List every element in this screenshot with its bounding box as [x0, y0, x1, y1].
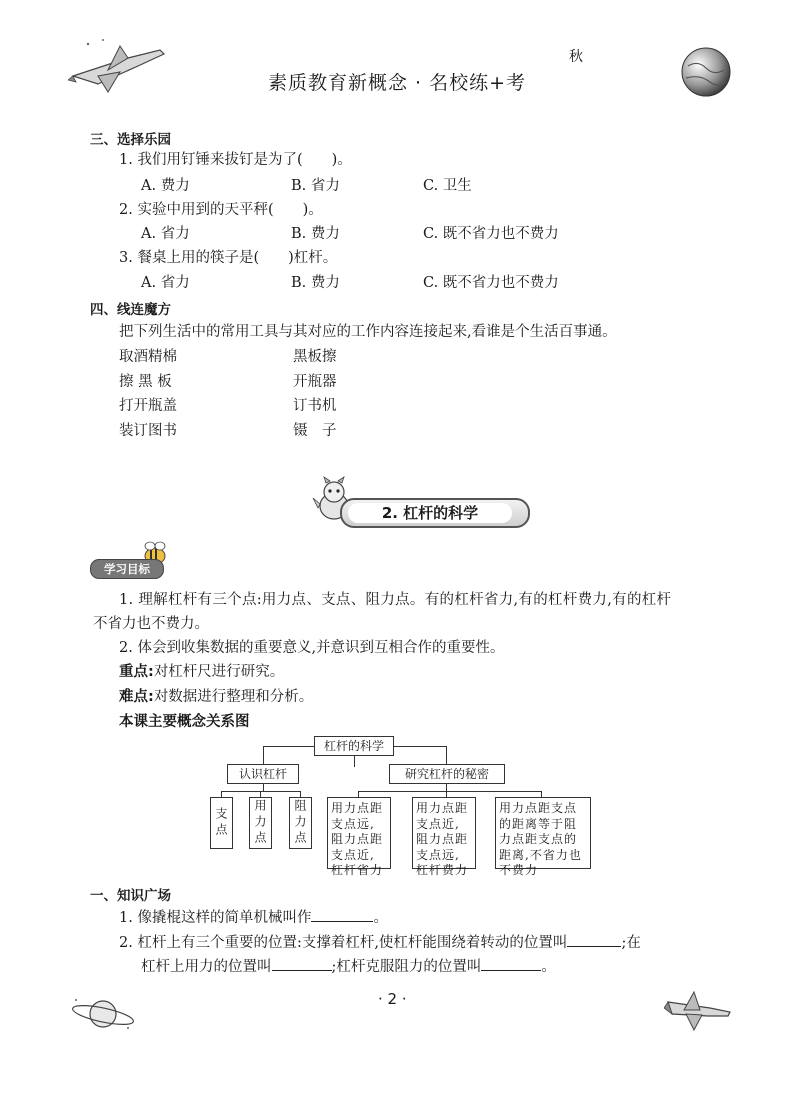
lesson-banner	[340, 498, 530, 528]
fill-question-2-text-b: ;杠杆克服阻力的位置叫	[331, 959, 482, 975]
space-shuttle-icon	[68, 36, 168, 96]
fill-question-1-text: 1. 像撬棍这样的简单机械叫作	[119, 910, 312, 926]
fill-question-2-mid: ;在	[621, 935, 641, 951]
concept-leaf-resistance-point: 阻力点	[289, 797, 312, 849]
section-title-choice: 三、选择乐园	[90, 132, 171, 148]
connector-line	[446, 746, 447, 764]
matching-instruction: 把下列生活中的常用工具与其对应的工作内容连接起来,看谁是个生活百事通。	[119, 324, 617, 340]
concept-leaf-effort-point: 用力点	[249, 797, 272, 849]
key-point-label: 重点:	[119, 664, 154, 680]
concept-leaf-costs-force: 用力点距支点近,阻力点距支点远,杠杆费力	[412, 797, 476, 869]
goal-1-line-1: 1. 理解杠杆有三个点:用力点、支点、阻力点。有的杠杆省力,有的杠杆费力,有的杠杆	[119, 592, 672, 608]
fill-question-1	[119, 906, 388, 927]
fill-question-2-text-a: 杠杆上用力的位置叫	[141, 959, 272, 975]
season-label: 秋	[569, 49, 583, 65]
fill-question-2-end: 。	[541, 959, 556, 975]
study-goals-tag: 学习目标	[90, 559, 164, 579]
concept-leaf-neutral: 用力点距支点的距离等于阻力点距支点的距离,不省力也不费力	[495, 797, 591, 869]
concept-leaf-fulcrum: 支点	[210, 797, 233, 849]
connector-line	[263, 746, 315, 747]
connector-line	[358, 791, 541, 792]
question-stem: 2. 实验中用到的天平秤( )。	[119, 202, 323, 218]
option-c: C. 卫生	[423, 178, 472, 194]
fill-question-2-line-2	[141, 955, 556, 976]
concept-map-title: 本课主要概念关系图	[119, 714, 250, 730]
matching-left-item: 擦 黑 板	[119, 374, 172, 390]
option-b: B. 费力	[291, 226, 340, 242]
option-a: A. 省力	[141, 275, 190, 291]
matching-right-item: 镊 子	[293, 423, 337, 439]
connector-line	[394, 746, 446, 747]
answer-blank[interactable]	[567, 932, 621, 947]
option-a: A. 费力	[141, 178, 190, 194]
question-stem: 3. 餐桌上用的筷子是( )杠杆。	[119, 250, 338, 266]
option-b: B. 费力	[291, 275, 340, 291]
matching-right-item: 订书机	[293, 398, 337, 414]
option-c: C. 既不省力也不费力	[423, 275, 559, 291]
matching-left-item: 打开瓶盖	[119, 398, 177, 414]
section-title-matching: 四、线连魔方	[90, 302, 171, 318]
key-point-text: 对杠杆尺进行研究。	[153, 664, 285, 680]
page-header-title: 素质教育新概念 · 名校练+考	[268, 72, 527, 94]
concept-root: 杠杆的科学	[314, 736, 394, 756]
connector-line	[221, 791, 301, 792]
planet-icon	[70, 994, 136, 1034]
page-number: · 2 ·	[378, 990, 407, 1008]
goal-2: 2. 体会到收集数据的重要意义,并意识到互相合作的重要性。	[119, 640, 505, 656]
fill-question-2-text: 2. 杠杆上有三个重要的位置:支撑着杠杆,使杠杆能围绕着转动的位置叫	[119, 935, 568, 951]
option-b: B. 省力	[291, 178, 340, 194]
question-stem: 1. 我们用钉锤来拔钉是为了( )。	[119, 152, 352, 168]
connector-line	[354, 756, 355, 767]
key-point	[119, 660, 284, 681]
difficult-point-label: 难点:	[119, 689, 154, 705]
matching-left-item: 取酒精棉	[119, 349, 177, 365]
fill-question-1-end: 。	[373, 910, 388, 926]
matching-right-item: 黑板擦	[293, 349, 337, 365]
lesson-banner-title: 2. 杠杆的科学	[348, 503, 512, 523]
option-a: A. 省力	[141, 226, 190, 242]
concept-branch-left: 认识杠杆	[227, 764, 299, 784]
difficult-point	[119, 685, 313, 706]
answer-blank[interactable]	[311, 907, 373, 922]
fill-question-2-line-1	[119, 931, 641, 952]
matching-left-item: 装订图书	[119, 423, 177, 439]
section-title-knowledge: 一、知识广场	[90, 888, 171, 904]
option-c: C. 既不省力也不费力	[423, 226, 559, 242]
goal-1-line-2: 不省力也不费力。	[93, 616, 209, 632]
answer-blank[interactable]	[481, 956, 541, 971]
matching-right-item: 开瓶器	[293, 374, 337, 390]
difficult-point-text: 对数据进行整理和分析。	[153, 689, 314, 705]
concept-branch-right: 研究杠杆的秘密	[389, 764, 505, 784]
connector-line	[263, 746, 264, 764]
space-shuttle-icon	[664, 988, 732, 1034]
globe-icon	[680, 46, 732, 98]
answer-blank[interactable]	[272, 956, 332, 971]
concept-leaf-saves-force: 用力点距支点远,阻力点距支点近,杠杆省力	[327, 797, 391, 869]
